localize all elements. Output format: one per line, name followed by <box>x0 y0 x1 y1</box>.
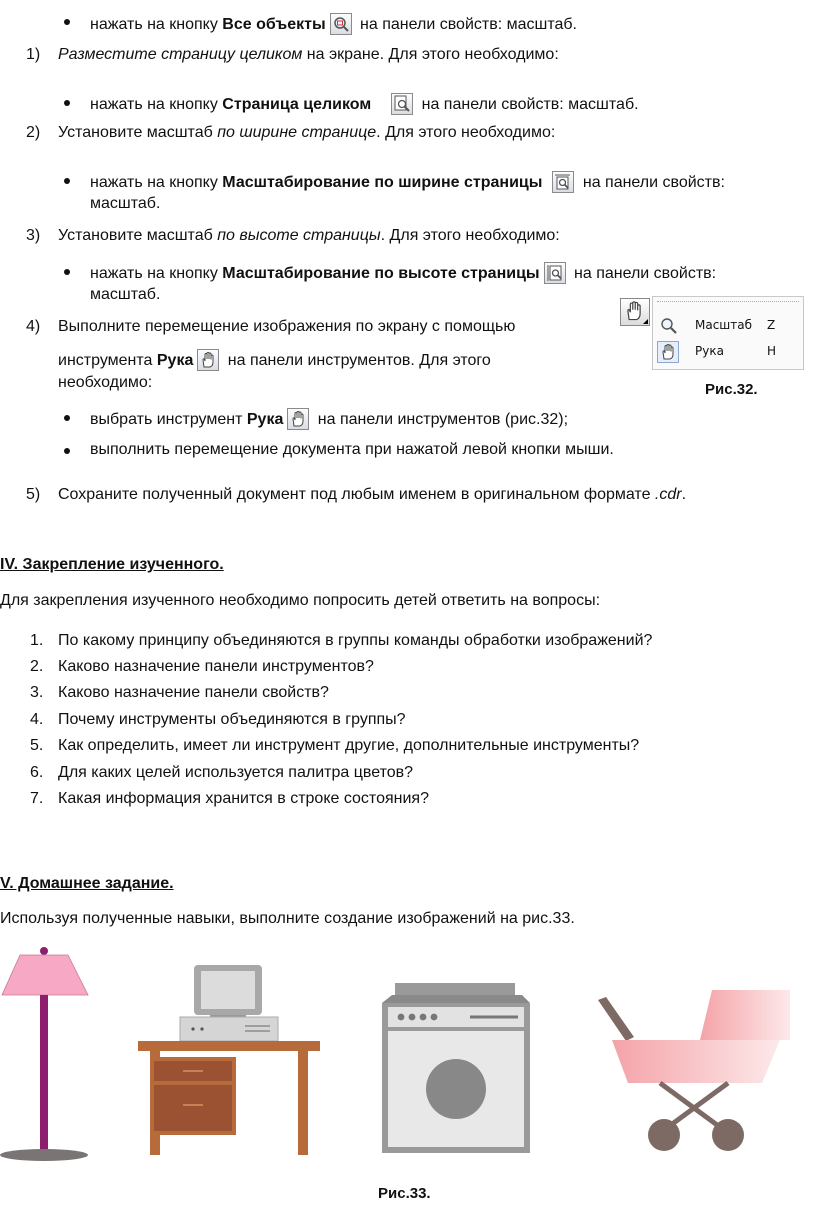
flyout-arrow-icon <box>643 319 648 324</box>
section-4-heading: IV. Закрепление изученного. <box>0 556 224 573</box>
zoom-all-objects-icon <box>330 13 352 35</box>
hand-tool-flyout-button[interactable] <box>620 298 650 326</box>
bullet-all-objects <box>90 13 577 35</box>
question-text: Каково назначение панели свойств? <box>58 684 329 701</box>
bullet-dot <box>64 415 70 421</box>
bullet-dot <box>64 269 70 275</box>
italic-text: по высоте страницы <box>217 227 381 244</box>
text: Сохраните полученный документ под любым именем в оригинальном формате <box>58 486 655 503</box>
text: на панели инструментов. Для этого <box>223 352 491 369</box>
step-number: 2) <box>26 124 41 141</box>
step-3 <box>58 227 560 245</box>
zoom-icon <box>660 317 678 335</box>
hand-icon <box>197 349 219 371</box>
text: нажать на кнопку <box>90 96 223 113</box>
button-name: Все объекты <box>222 16 326 33</box>
question-number: 7. <box>30 790 44 807</box>
question-number: 6. <box>30 764 44 781</box>
text: Установите масштаб <box>58 227 218 244</box>
text: . <box>681 486 687 503</box>
italic-text: Разместите страницу целиком <box>58 46 303 63</box>
step-4-line1: Выполните перемещение изображения по экрану с помощью <box>58 318 516 335</box>
bullet-page-fit <box>90 93 639 115</box>
step-number: 4) <box>26 318 41 335</box>
text: нажать на кнопку <box>90 16 223 33</box>
bullet-dot <box>64 178 70 184</box>
step-4-line2 <box>58 349 491 371</box>
section-5-heading: V. Домашнее задание. <box>0 875 174 892</box>
text: на панели свойств: масштаб. <box>417 96 639 113</box>
question-number: 1. <box>30 632 44 649</box>
bullet-select-hand <box>90 408 568 430</box>
bullet-width-fit <box>90 171 725 193</box>
flyout-item-hand[interactable] <box>653 340 803 366</box>
page-fit-icon <box>391 93 413 115</box>
height-fit-icon <box>544 262 566 284</box>
question-text: Почему инструменты объединяются в группы? <box>58 711 406 728</box>
italic-text: .cdr <box>654 486 682 503</box>
text: выбрать инструмент <box>90 411 247 428</box>
shortcut-key: Z <box>767 318 776 332</box>
tool-flyout-panel <box>652 296 804 370</box>
bullet-move-document: выполнить перемещение документа при нажатой левой кнопки мыши. <box>90 441 614 458</box>
bullet-height-fit <box>90 262 716 284</box>
text: инструмента <box>58 352 157 369</box>
width-fit-icon <box>552 171 574 193</box>
button-name: Страница целиком <box>222 96 372 113</box>
bullet-continuation: масштаб. <box>90 286 161 303</box>
bullet-dot <box>64 100 70 106</box>
question-text: Какая информация хранится в строке состояния? <box>58 790 429 807</box>
shortcut-key: H <box>767 344 777 358</box>
step-4-line3: необходимо: <box>58 374 153 391</box>
bullet-dot <box>64 19 70 25</box>
step-5 <box>58 486 686 504</box>
section-4-intro: Для закрепления изученного необходимо попросить детей ответить на вопросы: <box>0 592 601 609</box>
floor-lamp-drawing <box>0 947 88 1161</box>
text: Установите масштаб <box>58 124 218 141</box>
fig33-caption: Рис.33. <box>378 1185 431 1202</box>
desk-computer-drawing <box>138 965 320 1155</box>
tool-name: Рука <box>156 352 194 369</box>
text: нажать на кнопку <box>90 265 223 282</box>
question-number: 5. <box>30 737 44 754</box>
button-name: Масштабирование по ширине страницы <box>222 174 543 191</box>
italic-text: по ширине странице <box>217 124 377 141</box>
washing-machine-drawing <box>382 983 530 1153</box>
button-name: Масштабирование по высоте страницы <box>222 265 540 282</box>
bullet-continuation: масштаб. <box>90 195 161 212</box>
question-number: 2. <box>30 658 44 675</box>
step-2 <box>58 124 555 142</box>
flyout-item-zoom[interactable] <box>653 314 803 340</box>
step-number: 5) <box>26 486 41 503</box>
question-text: Для каких целей используется палитра цветов? <box>58 764 414 781</box>
panel-divider <box>657 301 799 302</box>
hand-icon <box>287 408 309 430</box>
baby-stroller-drawing <box>598 990 790 1151</box>
text: . Для этого необходимо: <box>380 227 560 244</box>
text: на панели свойств: масштаб. <box>355 16 577 33</box>
tool-name: Рука <box>246 411 284 428</box>
step-1 <box>58 46 559 64</box>
text: нажать на кнопку <box>90 174 223 191</box>
text: на экране. Для этого необходимо: <box>302 46 559 63</box>
text: на панели инструментов (рис.32); <box>313 411 569 428</box>
section-5-intro: Используя полученные навыки, выполните создание изображений на рис.33. <box>0 910 575 927</box>
bullet-dot <box>64 448 70 454</box>
step-number: 1) <box>26 46 41 63</box>
flyout-label: Рука <box>695 344 724 358</box>
hand-icon <box>657 341 679 363</box>
question-number: 4. <box>30 711 44 728</box>
text: на панели свойств: <box>578 174 725 191</box>
fig33-drawings <box>0 945 816 1170</box>
text: на панели свойств: <box>569 265 717 282</box>
fig32-caption: Рис.32. <box>705 381 758 398</box>
step-number: 3) <box>26 227 41 244</box>
text: . Для этого необходимо: <box>376 124 556 141</box>
question-text: Как определить, имеет ли инструмент другие, дополнительные инструменты? <box>58 737 640 754</box>
flyout-label: Масштаб <box>695 318 753 332</box>
question-text: По какому принципу объединяются в группы команды обработки изображений? <box>58 632 653 649</box>
question-number: 3. <box>30 684 44 701</box>
question-text: Каково назначение панели инструментов? <box>58 658 374 675</box>
